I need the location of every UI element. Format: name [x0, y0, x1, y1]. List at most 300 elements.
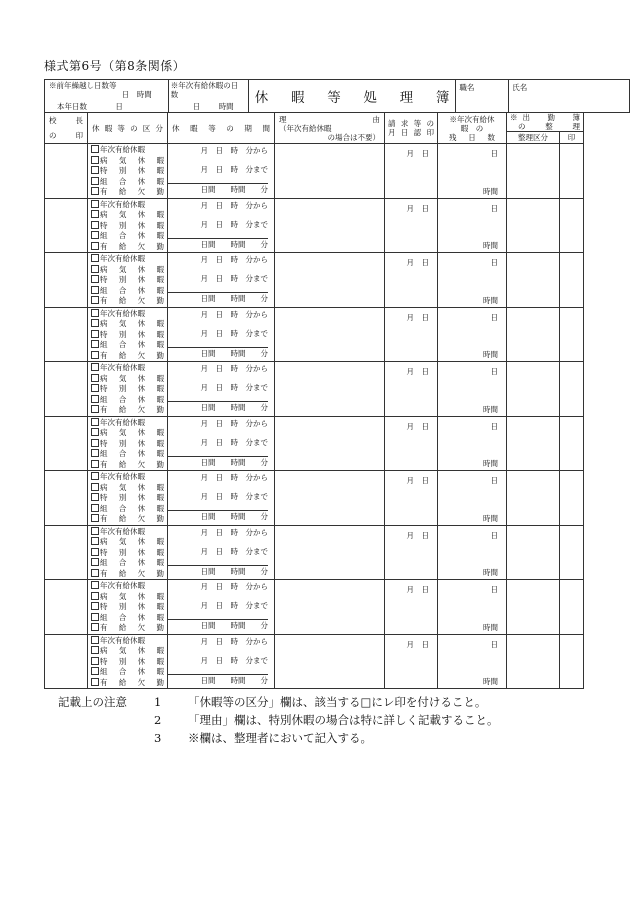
category-option-sick-leave[interactable]: [88, 156, 167, 167]
checkbox[interactable]: [91, 636, 99, 644]
period-total: 日間 時間 分: [168, 347, 268, 359]
period-to: 月 日 時 分まで: [200, 328, 268, 338]
period-to: 月 日 時 分まで: [200, 437, 268, 447]
category-label: 病気休暇: [100, 319, 164, 328]
category-label: 組合休暇: [100, 340, 164, 349]
remaining-hour-unit: 時間: [483, 622, 498, 632]
period-from: 月 日 時 分から: [200, 364, 268, 373]
category-label: 年次有給休暇: [100, 199, 145, 209]
category-label: 年次有給休暇: [100, 526, 145, 536]
period-total: 日間 時間 分: [168, 183, 268, 195]
checkbox[interactable]: [91, 231, 99, 239]
stamp-header: [560, 132, 584, 144]
remaining-days-cell[interactable]: [438, 144, 507, 199]
attendance-header-top: ※出 勤 簿: [510, 113, 580, 122]
checkbox[interactable]: [91, 200, 99, 208]
remaining-day-unit: 日: [490, 530, 498, 540]
reason-cell[interactable]: [275, 471, 385, 526]
prev-carry-cell: [45, 80, 169, 113]
period-cell[interactable]: [168, 416, 275, 471]
period-total: 日間 時間 分: [168, 401, 268, 413]
period-cell[interactable]: [168, 253, 275, 308]
category-option-paid-absence[interactable]: [88, 187, 167, 198]
stamp-cell[interactable]: [560, 307, 584, 362]
remaining-day-unit: 日: [490, 258, 498, 267]
request-date-cell[interactable]: [385, 525, 438, 580]
sort-category-cell[interactable]: [507, 144, 560, 199]
annual-hour-unit: 時間: [218, 102, 234, 111]
post-cell[interactable]: [456, 80, 509, 113]
checkbox[interactable]: [91, 667, 99, 675]
period-total: 日間 時間 分: [168, 456, 268, 468]
sort-category-header: [507, 132, 560, 144]
checkbox[interactable]: [91, 166, 99, 174]
category-option-special-leave[interactable]: [88, 602, 167, 613]
category-label: 組合休暇: [100, 449, 164, 458]
checkbox[interactable]: [91, 581, 99, 589]
category-option-annual-leave[interactable]: [88, 200, 167, 211]
reason-cell[interactable]: [275, 307, 385, 362]
period-from: 月 日 時 分から: [200, 636, 268, 646]
category-cell: [88, 580, 168, 635]
checkbox[interactable]: [91, 472, 99, 480]
category-option-special-leave[interactable]: [88, 166, 167, 177]
checkbox[interactable]: [91, 265, 99, 273]
category-option-sick-leave[interactable]: [88, 210, 167, 221]
checkbox[interactable]: [91, 351, 99, 359]
checkbox[interactable]: [91, 504, 99, 512]
checkbox[interactable]: [91, 210, 99, 218]
principal-seal-cell[interactable]: [45, 580, 88, 635]
category-option-union-leave[interactable]: [88, 449, 167, 460]
category-option-paid-absence[interactable]: [88, 242, 167, 253]
category-label: 有給欠勤: [100, 459, 164, 469]
checkbox[interactable]: [91, 330, 99, 338]
category-option-annual-leave[interactable]: [88, 581, 167, 592]
checkbox[interactable]: [91, 405, 99, 413]
checkbox[interactable]: [91, 309, 99, 317]
request-header-bottom: 月日認印: [388, 128, 434, 137]
category-option-annual-leave[interactable]: [88, 145, 167, 156]
remaining-hour-unit: 時間: [483, 241, 498, 250]
entry-row: [45, 471, 584, 526]
request-date-label: 月 日: [406, 421, 429, 431]
request-date-cell[interactable]: [385, 416, 438, 471]
request-date-label: 月 日: [406, 258, 429, 267]
reason-header-note-2: の場合は不要）: [327, 132, 380, 142]
checkbox[interactable]: [91, 537, 99, 545]
category-option-annual-leave[interactable]: [88, 309, 167, 320]
request-date-cell[interactable]: [385, 198, 438, 253]
request-date-cell[interactable]: [385, 362, 438, 417]
category-option-paid-absence[interactable]: [88, 623, 167, 634]
leave-ledger: [44, 79, 630, 689]
checkbox[interactable]: [91, 275, 99, 283]
request-date-cell[interactable]: [385, 307, 438, 362]
stamp-cell[interactable]: [560, 634, 584, 689]
reason-cell[interactable]: [275, 253, 385, 308]
checkbox[interactable]: [91, 418, 99, 426]
checkbox[interactable]: [91, 177, 99, 185]
entry-row: [45, 144, 584, 199]
category-option-union-leave[interactable]: [88, 286, 167, 297]
period-from: 月 日 時 分から: [200, 473, 268, 482]
category-label: 組合休暇: [100, 176, 164, 186]
category-option-union-leave[interactable]: [88, 558, 167, 569]
category-option-union-leave[interactable]: [88, 613, 167, 624]
checkbox[interactable]: [91, 319, 99, 327]
remaining-days-cell[interactable]: [438, 253, 507, 308]
checkbox[interactable]: [91, 623, 99, 631]
request-date-label: 月 日: [406, 149, 429, 158]
category-option-sick-leave[interactable]: [88, 592, 167, 603]
period-total: 日間 時間 分: [168, 292, 268, 304]
sort-category-cell[interactable]: [507, 362, 560, 417]
period-to: 月 日 時 分まで: [200, 274, 268, 283]
period-from: 月 日 時 分から: [200, 418, 268, 428]
reason-cell[interactable]: [275, 580, 385, 635]
annual-leave-days-unit: [193, 102, 234, 111]
category-option-special-leave[interactable]: [88, 657, 167, 668]
category-label: 組合休暇: [100, 612, 164, 622]
category-option-sick-leave[interactable]: [88, 374, 167, 385]
checkbox[interactable]: [91, 428, 99, 436]
category-label: 組合休暇: [100, 231, 164, 240]
category-option-special-leave[interactable]: [88, 275, 167, 286]
period-cell[interactable]: [168, 525, 275, 580]
category-option-sick-leave[interactable]: [88, 265, 167, 276]
category-option-union-leave[interactable]: [88, 504, 167, 515]
principal-header: 校長: [49, 116, 83, 125]
principal-seal-cell[interactable]: [45, 253, 88, 308]
reason-cell[interactable]: [275, 634, 385, 689]
category-option-union-leave[interactable]: [88, 667, 167, 678]
period-from: 月 日 時 分から: [200, 582, 268, 591]
checkbox[interactable]: [91, 187, 99, 195]
category-label: 特別休暇: [100, 329, 164, 339]
remaining-days-cell[interactable]: [438, 580, 507, 635]
checkbox[interactable]: [91, 483, 99, 491]
period-lines: [168, 308, 274, 360]
period-cell[interactable]: [168, 144, 275, 199]
remaining-day-unit: 日: [490, 367, 498, 376]
principal-seal-cell[interactable]: [45, 144, 88, 199]
category-option-union-leave[interactable]: [88, 231, 167, 242]
checkbox[interactable]: [91, 558, 99, 566]
remaining-day-unit: 日: [490, 585, 498, 594]
period-cell[interactable]: [168, 580, 275, 635]
sort-category-cell[interactable]: [507, 253, 560, 308]
sort-category-cell[interactable]: [507, 307, 560, 362]
checkbox[interactable]: [91, 340, 99, 348]
category-label: 特別休暇: [100, 438, 164, 448]
category-option-paid-absence[interactable]: [88, 460, 167, 471]
category-option-sick-leave[interactable]: [88, 483, 167, 494]
note-row: [58, 693, 499, 711]
checkbox[interactable]: [91, 613, 99, 621]
checkbox[interactable]: [91, 296, 99, 304]
entry-row: [45, 525, 584, 580]
category-option-special-leave[interactable]: [88, 439, 167, 450]
post-label: 職名: [459, 83, 475, 92]
checkbox[interactable]: [91, 527, 99, 535]
stamp-cell[interactable]: [560, 471, 584, 526]
principal-seal-cell[interactable]: [45, 198, 88, 253]
note-text: 「休暇等の区分」欄は、該当する□にレ印を付けること。: [188, 695, 487, 709]
form-id: 様式第6号（第8条関係）: [44, 59, 186, 73]
note-number: 1: [154, 695, 162, 709]
note-number: 3: [154, 731, 162, 745]
note-row: [58, 729, 499, 747]
annual-leave-days-cell: [168, 80, 248, 113]
principal-seal-cell[interactable]: [45, 307, 88, 362]
category-label: 年次有給休暇: [100, 308, 145, 318]
stamp-cell[interactable]: [560, 362, 584, 417]
remain-header-bottom: 残日数: [449, 132, 495, 142]
request-header: [385, 113, 438, 144]
period-cell[interactable]: [168, 362, 275, 417]
period-from: 月 日 時 分から: [200, 309, 268, 319]
request-date-cell[interactable]: [385, 253, 438, 308]
period-cell[interactable]: [168, 198, 275, 253]
reason-cell[interactable]: [275, 144, 385, 199]
stamp-label: 印: [567, 133, 576, 142]
note-number: 2: [154, 713, 162, 727]
stamp-cell[interactable]: [560, 253, 584, 308]
category-cell: [88, 634, 168, 689]
period-to: 月 日 時 分まで: [200, 219, 268, 229]
this-year-label: 本年日数: [57, 102, 87, 111]
request-date-label: 月 日: [406, 203, 429, 213]
category-option-paid-absence[interactable]: [88, 569, 167, 580]
name-cell[interactable]: [509, 80, 630, 113]
category-option-paid-absence[interactable]: [88, 514, 167, 525]
remaining-hour-unit: 時間: [483, 677, 498, 686]
reason-cell[interactable]: [275, 362, 385, 417]
remaining-day-unit: 日: [490, 421, 498, 431]
stamp-cell[interactable]: [560, 198, 584, 253]
period-lines: [168, 635, 274, 687]
principal-seal-cell[interactable]: [45, 416, 88, 471]
remaining-days-cell[interactable]: [438, 471, 507, 526]
category-label: 特別休暇: [100, 547, 164, 557]
remaining-days-cell[interactable]: [438, 307, 507, 362]
period-to: 月 日 時 分まで: [200, 546, 268, 556]
remaining-hour-unit: 時間: [483, 404, 498, 414]
entry-row: [45, 416, 584, 471]
principal-seal-cell[interactable]: [45, 525, 88, 580]
category-header: [88, 113, 168, 144]
category-label: 病気休暇: [100, 373, 164, 383]
category-label: 病気休暇: [100, 428, 164, 437]
request-date-cell[interactable]: [385, 144, 438, 199]
category-option-special-leave[interactable]: [88, 330, 167, 341]
period-from: 月 日 時 分から: [200, 255, 268, 264]
remaining-days-cell[interactable]: [438, 198, 507, 253]
reason-cell[interactable]: [275, 198, 385, 253]
category-option-union-leave[interactable]: [88, 395, 167, 406]
period-to: 月 日 時 分まで: [200, 655, 268, 665]
ledger-title-cell: [248, 80, 456, 113]
checkbox[interactable]: [91, 460, 99, 468]
category-option-union-leave[interactable]: [88, 340, 167, 351]
checkbox[interactable]: [91, 439, 99, 447]
sort-category-cell[interactable]: [507, 634, 560, 689]
reason-cell[interactable]: [275, 416, 385, 471]
checkbox[interactable]: [91, 602, 99, 610]
remaining-hour-unit: 時間: [483, 295, 498, 305]
category-option-annual-leave[interactable]: [88, 363, 167, 374]
request-date-cell[interactable]: [385, 634, 438, 689]
category-option-special-leave[interactable]: [88, 493, 167, 504]
principal-seal-cell[interactable]: [45, 471, 88, 526]
checkbox[interactable]: [91, 657, 99, 665]
category-label: 有給欠勤: [100, 241, 164, 251]
checkbox[interactable]: [91, 548, 99, 556]
sort-category-cell[interactable]: [507, 471, 560, 526]
sort-category-cell[interactable]: [507, 198, 560, 253]
category-label: 特別休暇: [100, 220, 164, 230]
category-cell: [88, 253, 168, 308]
category-option-special-leave[interactable]: [88, 548, 167, 559]
remain-header-mid: 暇 の: [460, 123, 484, 133]
category-label: 組合休暇: [100, 285, 164, 295]
period-lines: [168, 417, 274, 469]
category-option-paid-absence[interactable]: [88, 678, 167, 689]
stamp-cell[interactable]: [560, 525, 584, 580]
category-option-sick-leave[interactable]: [88, 319, 167, 330]
remaining-days-cell[interactable]: [438, 416, 507, 471]
remaining-days-cell[interactable]: [438, 525, 507, 580]
period-to: 月 日 時 分まで: [200, 492, 268, 501]
category-option-paid-absence[interactable]: [88, 405, 167, 416]
category-label: 組合休暇: [100, 394, 164, 404]
category-cell: [88, 362, 168, 417]
period-total: 日間 時間 分: [168, 565, 268, 577]
remaining-hour-unit: 時間: [483, 350, 498, 359]
category-label: 年次有給休暇: [100, 363, 145, 372]
category-label: 特別休暇: [100, 493, 164, 502]
ledger-table: [44, 112, 584, 689]
period-from: 月 日 時 分から: [200, 146, 268, 155]
entry-row: [45, 253, 584, 308]
category-option-special-leave[interactable]: [88, 384, 167, 395]
checkbox[interactable]: [91, 145, 99, 153]
checkbox[interactable]: [91, 374, 99, 382]
checkbox[interactable]: [91, 254, 99, 262]
checkbox[interactable]: [91, 449, 99, 457]
period-cell[interactable]: [168, 634, 275, 689]
category-label: 病気休暇: [100, 482, 164, 492]
category-option-annual-leave[interactable]: [88, 527, 167, 538]
period-cell[interactable]: [168, 307, 275, 362]
notes-heading: 記載上の注意: [58, 695, 127, 709]
request-date-label: 月 日: [406, 312, 429, 322]
checkbox[interactable]: [91, 514, 99, 522]
category-label: 有給欠勤: [100, 568, 164, 578]
ledger-body: [45, 144, 584, 689]
period-cell[interactable]: [168, 471, 275, 526]
category-label: 組合休暇: [100, 558, 164, 567]
checkbox[interactable]: [91, 395, 99, 403]
category-label: 年次有給休暇: [100, 581, 145, 590]
period-to: 月 日 時 分まで: [200, 383, 268, 392]
category-option-sick-leave[interactable]: [88, 646, 167, 657]
entry-row: [45, 362, 584, 417]
period-from: 月 日 時 分から: [200, 527, 268, 537]
category-option-annual-leave[interactable]: [88, 636, 167, 647]
checkbox[interactable]: [91, 242, 99, 250]
checkbox[interactable]: [91, 592, 99, 600]
principal-seal-cell[interactable]: [45, 362, 88, 417]
principal-seal-header: [45, 113, 88, 144]
remaining-hour-unit: 時間: [483, 568, 498, 577]
period-to: 月 日 時 分まで: [200, 601, 268, 610]
remaining-hour-unit: 時間: [483, 459, 498, 468]
note-text: 「理由」欄は、特別休暇の場合は特に詳しく記載すること。: [188, 713, 499, 727]
checkbox[interactable]: [91, 384, 99, 392]
name-label: 氏名: [512, 83, 528, 92]
sort-category-cell[interactable]: [507, 525, 560, 580]
category-option-sick-leave[interactable]: [88, 537, 167, 548]
checkbox[interactable]: [91, 363, 99, 371]
remaining-days-cell[interactable]: [438, 634, 507, 689]
category-option-paid-absence[interactable]: [88, 351, 167, 362]
category-option-sick-leave[interactable]: [88, 428, 167, 439]
reason-header: [275, 113, 385, 144]
category-option-annual-leave[interactable]: [88, 472, 167, 483]
note-text: ※欄は、整理者において記入する。: [188, 731, 372, 745]
checkbox[interactable]: [91, 569, 99, 577]
stamp-cell[interactable]: [560, 416, 584, 471]
request-date-cell[interactable]: [385, 471, 438, 526]
category-cell: [88, 525, 168, 580]
category-option-annual-leave[interactable]: [88, 418, 167, 429]
period-lines: [168, 471, 274, 523]
checkbox[interactable]: [91, 646, 99, 654]
request-date-label: 月 日: [406, 530, 429, 540]
stamp-cell[interactable]: [560, 580, 584, 635]
remaining-days-cell[interactable]: [438, 362, 507, 417]
sort-category-cell[interactable]: [507, 580, 560, 635]
request-date-cell[interactable]: [385, 580, 438, 635]
checkbox[interactable]: [91, 156, 99, 164]
checkbox[interactable]: [91, 286, 99, 294]
remain-header-top: ※年次有給休: [449, 114, 495, 124]
category-option-special-leave[interactable]: [88, 221, 167, 232]
sort-category-cell[interactable]: [507, 416, 560, 471]
request-date-label: 月 日: [406, 476, 429, 485]
category-option-union-leave[interactable]: [88, 177, 167, 188]
principal-seal-cell[interactable]: [45, 634, 88, 689]
category-label: 病気休暇: [100, 155, 164, 165]
category-option-paid-absence[interactable]: [88, 296, 167, 307]
category-option-annual-leave[interactable]: [88, 254, 167, 265]
category-cell: [88, 471, 168, 526]
category-label: 病気休暇: [100, 591, 164, 601]
checkbox[interactable]: [91, 221, 99, 229]
category-label: 年次有給休暇: [100, 145, 145, 154]
period-lines: [168, 580, 274, 632]
reason-cell[interactable]: [275, 525, 385, 580]
checkbox[interactable]: [91, 493, 99, 501]
period-lines: [168, 526, 274, 578]
request-date-label: 月 日: [406, 639, 429, 649]
stamp-cell[interactable]: [560, 144, 584, 199]
annual-leave-days-label: ※年次有給休暇の日数: [170, 81, 239, 99]
checkbox[interactable]: [91, 678, 99, 686]
reason-header-label: 理 由: [279, 114, 380, 124]
